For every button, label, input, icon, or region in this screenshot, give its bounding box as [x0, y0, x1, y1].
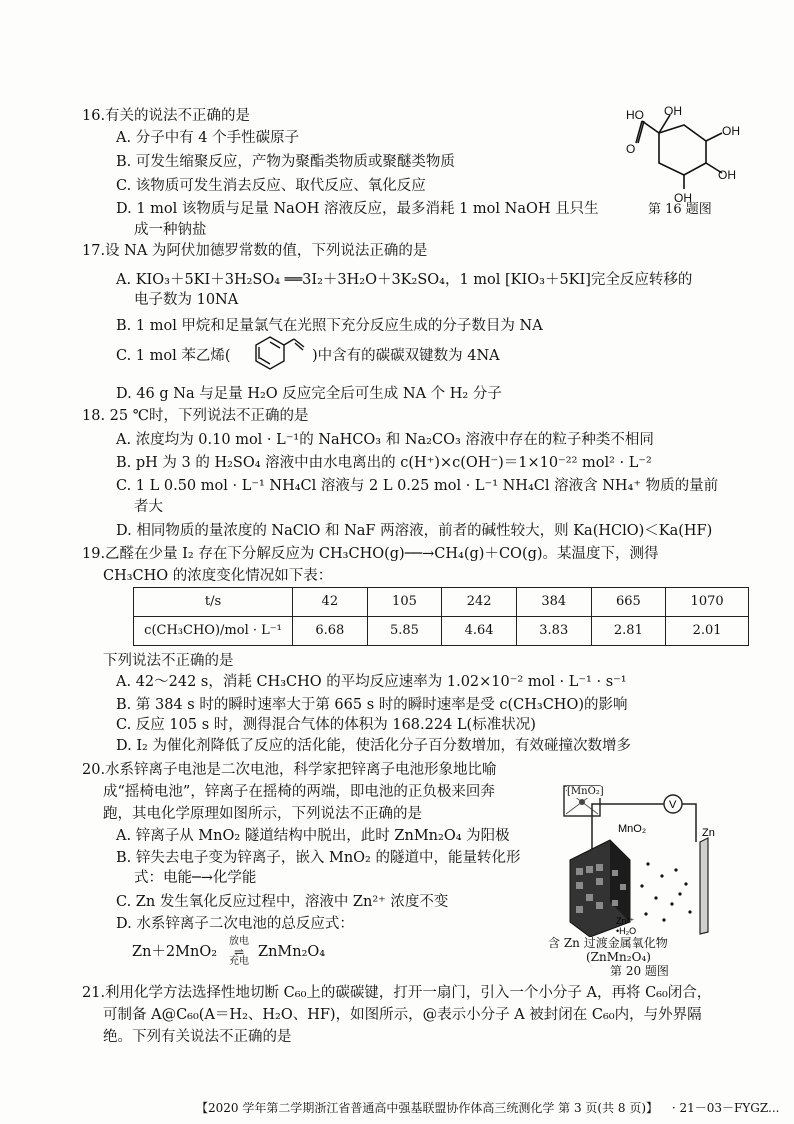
q19-stem: 19.乙醛在少量 I₂ 存在下分解反应为 CH₃CHO(g)──→CH₄(g)＋CO(g)。某温度下，测得	[82, 546, 659, 562]
table-cell: 384	[516, 588, 591, 617]
fig16-label-oh-top: OH	[664, 104, 682, 118]
q20-option-d: D. 水系锌离子二次电池的总反应式：	[116, 916, 354, 932]
q17-option-d: D. 46 g Na 与足量 H₂O 反应完全后可生成 NA 个 H₂ 分子	[116, 386, 502, 402]
equation-charge: 充电	[229, 956, 249, 967]
q21-stem-cont-1: 可制备 A@C₆₀(A＝H₂、H₂O、HF)，如图所示，@表示小分子 A 被封闭在 C₆₀内，与外界隔	[103, 1007, 702, 1023]
equation-left: Zn＋2MnO₂	[132, 944, 218, 960]
equation-arrow	[222, 936, 256, 968]
q20-battery-figure	[552, 782, 752, 937]
table-cell: 2.81	[591, 617, 666, 646]
q18-option-a: A. 浓度均为 0.10 mol · L⁻¹的 NaHCO₃ 和 Na₂CO₃ 溶液中存在的粒子种类不相同	[116, 432, 654, 448]
table-cell: 42	[293, 588, 368, 617]
water-label: •H₂O	[616, 926, 637, 936]
q18-option-c-cont: 者大	[134, 499, 163, 515]
q16-option-a: A. 分子中有 4 个手性碳原子	[116, 130, 300, 146]
q16-stem: 16.有关的说法不正确的是	[82, 108, 251, 124]
footer-text: 【2020 学年第二学期浙江省普通高中强基联盟协作体高三统测化学 第 3 页(共 8 页)】	[196, 1101, 659, 1115]
q20-option-c: C. Zn 发生氧化反应过程中，溶液中 Zn²⁺ 浓度不变	[116, 894, 449, 910]
concentration-table	[133, 587, 749, 646]
fig20-caption-2: (ZnMn₂O₄)	[586, 950, 651, 964]
table-header-concentration: c(CH₃CHO)/mol · L⁻¹	[134, 617, 293, 646]
q17-option-a: A. KIO₃＋5KI＋3H₂SO₄ ══3I₂＋3H₂O＋3K₂SO₄，1 mol [KIO₃＋5KI]完全反应转移的	[116, 272, 693, 288]
fig20-caption-3: 第 20 题图	[610, 964, 669, 978]
q20-option-a: A. 锌离子从 MnO₂ 隧道结构中脱出，此时 ZnMn₂O₄ 为阳极	[116, 828, 510, 844]
fig16-label-o: O	[626, 142, 636, 156]
q19-option-b: B. 第 384 s 时的瞬时速率大于第 665 s 时的瞬时速率是受 c(CH₃CHO)的影响	[116, 697, 628, 713]
fig20-box-label: [MnO₂]	[567, 786, 604, 797]
footer-code: · 21－03－FYGZ...	[671, 1101, 780, 1115]
equation-double-arrow-icon: ⇌	[233, 945, 245, 959]
equation-discharge: 放电	[229, 936, 249, 947]
q20-stem-cont-2: 跑，其电化学原理如图所示，下列说法不正确的是	[103, 806, 422, 822]
q18-option-b: B. pH 为 3 的 H₂SO₄ 溶液中由水电离出的 c(H⁺)×c(OH⁻)＝1×10⁻²² mol² · L⁻²	[116, 455, 652, 471]
q18-stem: 18. 25 ℃时，下列说法不正确的是	[82, 408, 309, 424]
q17-stem: 17.设 NA 为阿伏加德罗常数的值，下列说法正确的是	[82, 243, 428, 259]
q19-option-c: C. 反应 105 s 时，测得混合气体的体积为 168.224 L(标准状况)	[116, 717, 536, 733]
q17-option-c-pre: C. 1 mol 苯乙烯(	[116, 348, 231, 364]
q19-stem-cont: CH₃CHO 的浓度变化情况如下表：	[103, 568, 333, 584]
q21-stem: 21.利用化学方法选择性地切断 C₆₀上的碳碳键，打开一扇门，引入一个小分子 A，再将 C₆₀闭合，	[82, 985, 712, 1001]
voltmeter-label: V	[669, 799, 677, 811]
table-cell: 2.01	[666, 617, 749, 646]
q16-structure-figure	[614, 103, 754, 215]
equation-right: ZnMn₂O₄	[258, 944, 326, 960]
q16-option-b: B. 可发生缩聚反应，产物为聚酯类物质或聚醚类物质	[116, 154, 455, 170]
mno2-electrode-label: MnO₂	[618, 823, 647, 835]
fig16-label-ho: HO	[626, 108, 644, 122]
table-cell: 5.85	[367, 617, 442, 646]
table-cell: 4.64	[442, 617, 517, 646]
table-cell: 665	[591, 588, 666, 617]
q19-option-a: A. 42～242 s，消耗 CH₃CHO 的平均反应速率为 1.02×10⁻² mol · L⁻¹ · s⁻¹	[116, 674, 627, 690]
q16-option-d: D. 1 mol 该物质与足量 NaOH 溶液反应，最多消耗 1 mol NaOH 且只生	[116, 201, 599, 217]
fig16-label-oh-bottom: OH	[674, 191, 692, 205]
table-header-time: t/s	[134, 588, 293, 617]
fig20-caption-1: 含 Zn 过渡金属氧化物	[548, 936, 668, 950]
table-cell: 105	[367, 588, 442, 617]
q16-option-c: C. 该物质可发生消去反应、取代反应、氧化反应	[116, 178, 426, 194]
q20-stem-cont-1: 成“摇椅电池”，锌离子在摇椅的两端，即电池的正负极来回奔	[103, 784, 495, 800]
q20-option-b-cont: 式：电能─→化学能	[134, 870, 257, 886]
q19-after-table: 下列说法不正确的是	[103, 653, 234, 669]
page-footer	[196, 1098, 779, 1118]
q17-option-a-cont: 电子数为 10NA	[134, 292, 239, 308]
q17-option-b: B. 1 mol 甲烷和足量氯气在光照下充分反应生成的分子数目为 NA	[116, 318, 543, 334]
table-row-concentration	[134, 617, 749, 646]
table-cell: 1070	[666, 588, 749, 617]
fig16-label-oh-right: OH	[722, 124, 740, 138]
q16-figure-caption: 第 16 题图	[648, 202, 712, 217]
table-cell: 6.68	[293, 617, 368, 646]
q18-option-d: D. 相同物质的量浓度的 NaClO 和 NaF 两溶液，前者的碱性较大，则 Ka(HClO)＜Ka(HF)	[116, 523, 713, 539]
q18-option-c: C. 1 L 0.50 mol · L⁻¹ NH₄Cl 溶液与 2 L 0.25 mol · L⁻¹ NH₄Cl 溶液含 NH₄⁺ 物质的量前	[116, 478, 719, 494]
q20-option-b: B. 锌失去电子变为锌离子，嵌入 MnO₂ 的隧道中，能量转化形	[116, 850, 521, 866]
table-cell: 3.83	[516, 617, 591, 646]
zn-ion-label: Zn²⁺	[616, 916, 635, 926]
q21-stem-cont-2: 绝。下列有关说法不正确的是	[103, 1029, 292, 1045]
q20-stem: 20.水系锌离子电池是二次电池，科学家把锌离子电池形象地比喻	[82, 762, 497, 778]
fig16-label-oh-lower: OH	[718, 168, 736, 182]
zn-electrode-label: Zn	[702, 827, 715, 839]
styrene-structure	[250, 333, 310, 377]
table-row-time	[134, 588, 749, 617]
table-cell: 242	[442, 588, 517, 617]
q16-option-d-cont: 成一种钠盐	[134, 222, 207, 238]
q19-option-d: D. I₂ 为催化剂降低了反应的活化能，使活化分子百分数增加，有效碰撞次数增多	[116, 738, 631, 754]
q17-option-c-post: )中含有的碳碳双键数为 4NA	[312, 348, 500, 364]
